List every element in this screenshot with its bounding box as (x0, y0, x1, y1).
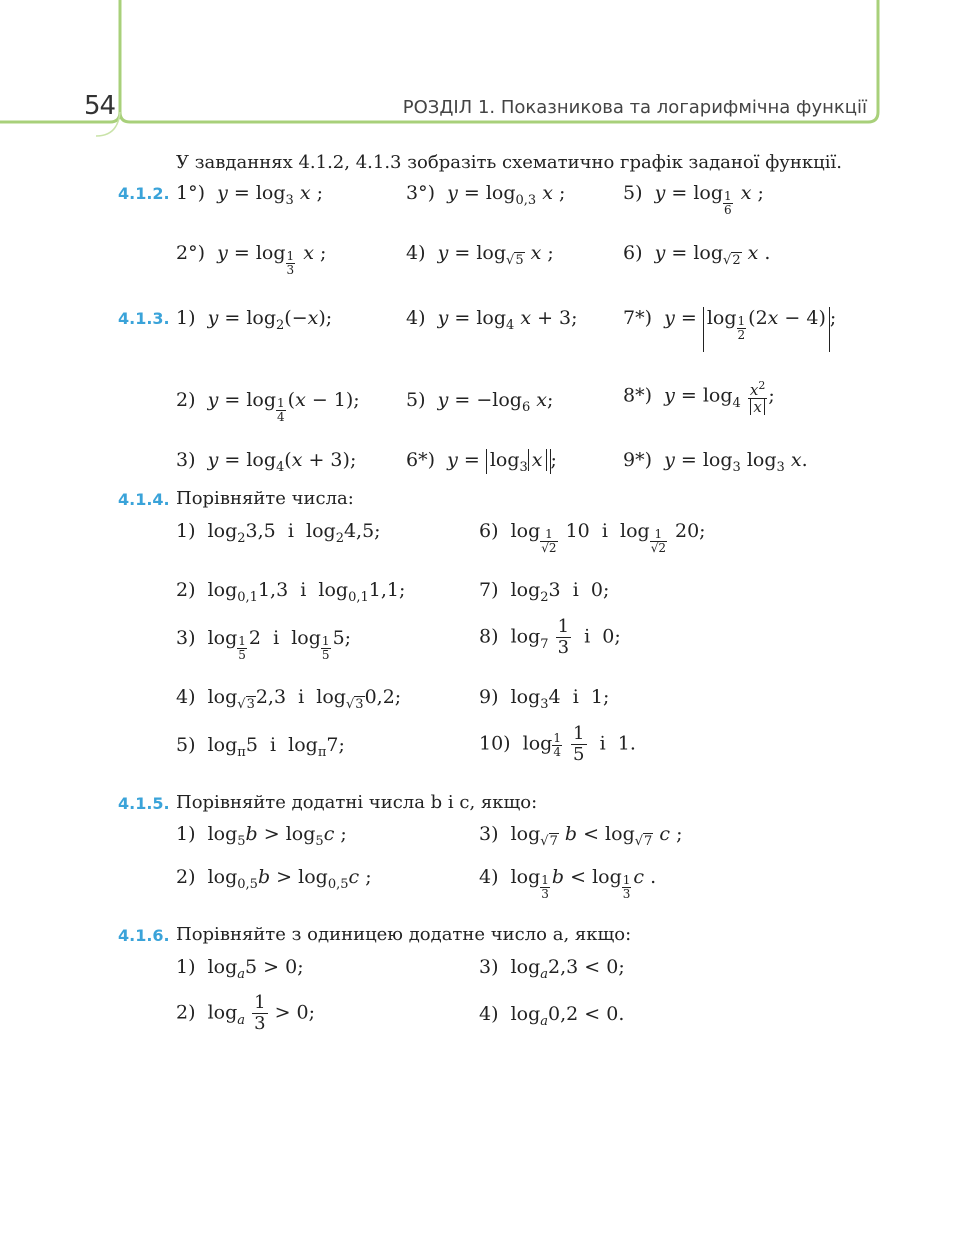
ex416-item-4: 4) $\log_a0,2 < 0$. (479, 1003, 625, 1029)
exercise-number-4-1-3: 4.1.3. (118, 309, 170, 328)
ex414-item-6: 6) log $\frac{1}{√2}$ 10 і log $\frac{1}{√2}$ 20; (479, 520, 706, 555)
ex413-item-7: 7*) y = log $\frac{1}{2}$ (2x − 4) ; (623, 307, 836, 352)
ex416-item-3: 3) $\log_a2,3 < 0$; (479, 956, 625, 982)
ex412-item-1: 1°) $y = \log_3 x$ ; (176, 182, 324, 208)
exercise-number-4-1-6: 4.1.6. (118, 926, 170, 945)
ex415-item-3: 3) $\log_{√7} b < \log_{√7} c$ ; (479, 823, 683, 849)
exercise-number-4-1-4: 4.1.4. (118, 490, 170, 509)
ex414-item-8: 8) $\log_7$ $\frac{1}{3}$ і 0; (479, 616, 621, 658)
ex413-item-4: 4) $y = \log_4 x + 3$; (406, 307, 578, 333)
ex414-item-3: 3) log $\frac{1}{5}$ 2 і log $\frac{1}{5}$ 5; (176, 627, 352, 662)
ex413-item-3: 3) $y = \log_4(x + 3)$; (176, 449, 357, 475)
ex412-item-4: 4) $y = \log_{√5} x$ ; (406, 242, 554, 268)
ex414-item-5: 5) $\log_\pi 5$ і $\log_\pi 7$; (176, 734, 345, 760)
ex413-item-2: 2) y = log $\frac{1}{4}$ (x − 1); (176, 389, 360, 424)
ex414-item-9: 9) $\log_34$ і 1; (479, 686, 610, 712)
ex414-item-2: 2) $\log_{0,1}1,3$ і $\log_{0,1}1,1$; (176, 579, 406, 605)
ex412-item-5: 5) y = log $\frac{1}{6}$ x ; (623, 182, 764, 217)
ex414-item-10: 10) log $\frac{1}{4}$ $\frac{1}{5}$ і 1. (479, 723, 636, 765)
ex413-item-5: 5) $y = -\log_6$ x; (406, 389, 554, 415)
ex412-item-3: 3°) $y = \log_{0,3} x$ ; (406, 182, 566, 208)
chapter-header: РОЗДІЛ 1. Показникова та логарифмічна функції (402, 97, 867, 118)
ex413-item-9: 9*) $y = \log_3 \log_3 x$. (623, 449, 808, 475)
ex416-title: Порівняйте з одиницею додатне число a, якщо: (176, 924, 632, 945)
ex416-item-2: 2) $\log_a$ $\frac{1}{3}$ > 0; (176, 992, 316, 1034)
page-number: 54 (84, 91, 116, 121)
exercise-number-4-1-2: 4.1.2. (118, 184, 170, 203)
ex415-item-2: 2) $\log_{0,5}b > \log_{0,5}c$ ; (176, 866, 372, 892)
intro-text: У завданнях 4.1.2, 4.1.3 зобразіть схематично графік заданої функції. (176, 152, 842, 173)
ex415-title: Порівняйте додатні числа b і c, якщо: (176, 792, 538, 813)
ex414-item-1: 1) $\log_23,5$ і $\log_24,5$; (176, 520, 381, 546)
ex413-item-1: 1) $y = \log_2(-x)$; (176, 307, 333, 333)
ex415-item-4: 4) log $\frac{1}{3}$ b < log $\frac{1}{3}$ c . (479, 866, 657, 901)
exercise-number-4-1-5: 4.1.5. (118, 794, 170, 813)
ex414-item-7: 7) $\log_23$ і 0; (479, 579, 610, 605)
ex414-item-4: 4) $\log_{√3}2,3$ і $\log_{√3}0,2$; (176, 686, 402, 712)
ex415-item-1: 1) $\log_5b > \log_5c$ ; (176, 823, 347, 849)
ex413-item-8: 8*) $y = \log_4$ $\frac{x^2}{x}$ ; (623, 379, 775, 416)
ex412-item-6: 6) $y = \log_{√2} x$ . (623, 242, 771, 268)
ex416-item-1: 1) $\log_a5 > 0$; (176, 956, 304, 982)
ex412-item-2: 2°) y = log $\frac{1}{3}$ x ; (176, 242, 327, 277)
ex413-item-6: 6*) $y = \log_3 x$ ; (406, 449, 557, 475)
ex414-title: Порівняйте числа: (176, 488, 354, 509)
